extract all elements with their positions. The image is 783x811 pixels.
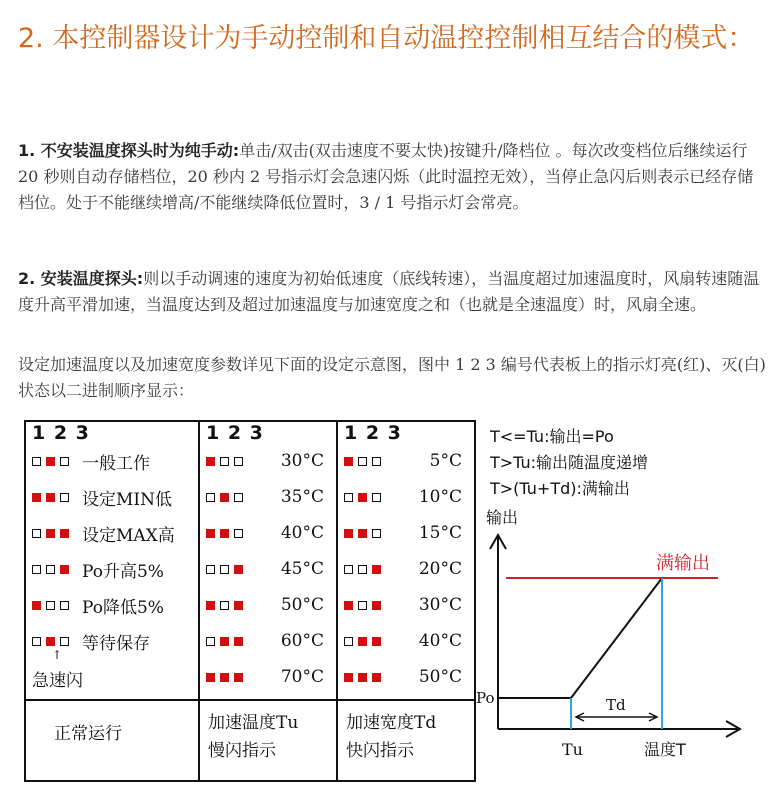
led-on-icon bbox=[344, 529, 353, 538]
table-divider bbox=[26, 699, 474, 701]
legend-line-2: T>Tu:输出随温度递增 bbox=[490, 453, 649, 472]
temp-row bbox=[206, 486, 330, 508]
temp-value: 35°C bbox=[280, 487, 324, 507]
led-indicator-group bbox=[32, 565, 74, 574]
led-indicator-group bbox=[206, 673, 248, 682]
mode-label: Po升高5% bbox=[82, 561, 164, 582]
led-indicator-group bbox=[32, 493, 74, 502]
led-on-icon bbox=[358, 529, 367, 538]
led-on-icon bbox=[60, 565, 69, 574]
led-on-icon bbox=[372, 673, 381, 682]
led-on-icon bbox=[60, 529, 69, 538]
led-on-icon bbox=[358, 673, 367, 682]
tu-label: Tu bbox=[562, 740, 583, 759]
accel-temp-footer bbox=[208, 709, 298, 765]
full-output-label: 满输出 bbox=[656, 553, 710, 574]
temp-value: 50°C bbox=[280, 595, 324, 615]
led-indicator-group bbox=[206, 637, 248, 646]
led-off-icon bbox=[60, 457, 69, 466]
mode-row bbox=[32, 594, 164, 616]
temp-row bbox=[344, 630, 468, 652]
led-off-icon bbox=[46, 565, 55, 574]
temp-value: 30°C bbox=[280, 451, 324, 471]
led-off-icon bbox=[358, 601, 367, 610]
led-on-icon bbox=[344, 601, 353, 610]
probe-mode-lead: 2. 安装温度探头: bbox=[18, 269, 144, 288]
led-on-icon bbox=[220, 673, 229, 682]
mode-label: 设定MIN低 bbox=[82, 489, 172, 510]
led-off-icon bbox=[358, 565, 367, 574]
led-indicator-group bbox=[344, 673, 386, 682]
mode-label: 一般工作 bbox=[82, 453, 150, 474]
led-indicator-group bbox=[206, 529, 248, 538]
led-off-icon bbox=[220, 457, 229, 466]
x-axis-label: 温度T bbox=[644, 740, 686, 759]
flash-label: 急速闪 bbox=[32, 671, 83, 691]
legend-line-1: T<=Tu:输出=Po bbox=[490, 427, 614, 446]
td-label: Td bbox=[606, 696, 626, 714]
led-on-icon bbox=[32, 493, 41, 502]
probe-mode-paragraph bbox=[18, 266, 768, 318]
temp-value: 15°C bbox=[418, 523, 462, 543]
temp-row bbox=[344, 666, 468, 688]
led-off-icon bbox=[60, 637, 69, 646]
y-axis-label: 输出 bbox=[486, 508, 519, 527]
temp-value: 20°C bbox=[418, 559, 462, 579]
led-off-icon bbox=[60, 493, 69, 502]
led-on-icon bbox=[206, 673, 215, 682]
led-off-icon bbox=[344, 493, 353, 502]
led-indicator-group bbox=[206, 565, 248, 574]
po-label: Po bbox=[476, 689, 495, 707]
led-number-header: 1 2 3 bbox=[344, 422, 402, 444]
led-on-icon bbox=[372, 637, 381, 646]
led-off-icon bbox=[32, 637, 41, 646]
fast-flash-label: 快闪指示 bbox=[346, 741, 414, 761]
temp-row bbox=[206, 630, 330, 652]
temp-value: 10°C bbox=[418, 487, 462, 507]
led-indicator-group bbox=[32, 601, 74, 610]
led-on-icon bbox=[46, 637, 55, 646]
led-number-header: 1 2 3 bbox=[206, 422, 264, 444]
led-off-icon bbox=[32, 457, 41, 466]
led-off-icon bbox=[372, 529, 381, 538]
output-curve bbox=[498, 578, 662, 698]
temp-row bbox=[206, 558, 330, 580]
led-indicator-group bbox=[32, 457, 74, 466]
probe-mode-body: 则以手动调速的速度为初始低速度（底线转速），当温度超过加速温度时，风扇转速随温度升高平滑加速，当温度达到及超过加速温度与加速宽度之和（也就是全速温度）时，风扇全速。 bbox=[18, 269, 760, 314]
temp-value: 40°C bbox=[418, 631, 462, 651]
led-on-icon bbox=[206, 601, 215, 610]
led-indicator-group bbox=[206, 457, 248, 466]
led-on-icon bbox=[344, 673, 353, 682]
led-on-icon bbox=[344, 457, 353, 466]
accel-width-footer bbox=[346, 709, 436, 765]
mode-row bbox=[32, 486, 172, 508]
temp-row bbox=[344, 594, 468, 616]
led-off-icon bbox=[206, 493, 215, 502]
temp-value: 40°C bbox=[280, 523, 324, 543]
led-on-icon bbox=[206, 529, 215, 538]
accel-width-footer-title: 加速宽度Td bbox=[346, 713, 437, 733]
legend-line-3: T>(Tu+Td):满输出 bbox=[490, 479, 630, 498]
mode-row bbox=[32, 450, 150, 472]
manual-mode-paragraph bbox=[18, 138, 768, 216]
settings-note: 设定加速温度以及加速宽度参数详见下面的设定示意图，图中 1 2 3 编号代表板上的指示灯亮(红)、灭(白)状态以二进制顺序显示： bbox=[18, 355, 766, 400]
led-off-icon bbox=[60, 601, 69, 610]
temp-value: 5°C bbox=[429, 451, 462, 471]
led-off-icon bbox=[32, 529, 41, 538]
led-on-icon bbox=[234, 673, 243, 682]
led-indicator-group bbox=[206, 493, 248, 502]
led-off-icon bbox=[358, 457, 367, 466]
led-on-icon bbox=[358, 637, 367, 646]
led-on-icon bbox=[46, 493, 55, 502]
mode-row bbox=[32, 630, 150, 652]
mode-column bbox=[26, 422, 198, 699]
temp-value: 30°C bbox=[418, 595, 462, 615]
led-off-icon bbox=[32, 565, 41, 574]
led-indicator-group bbox=[206, 601, 248, 610]
led-on-icon bbox=[234, 565, 243, 574]
accel-temp-column bbox=[200, 422, 336, 699]
normal-run-label: 正常运行 bbox=[54, 724, 122, 744]
temp-value: 50°C bbox=[418, 667, 462, 687]
temp-row bbox=[206, 522, 330, 544]
temp-row bbox=[206, 450, 330, 472]
led-indicator-group bbox=[344, 493, 386, 502]
led-on-icon bbox=[234, 601, 243, 610]
temp-row bbox=[344, 558, 468, 580]
led-indicator-group bbox=[32, 529, 74, 538]
led-off-icon bbox=[234, 529, 243, 538]
led-off-icon bbox=[220, 565, 229, 574]
led-on-icon bbox=[220, 637, 229, 646]
led-indicator-group bbox=[344, 601, 386, 610]
accel-width-column bbox=[338, 422, 474, 699]
manual-mode-lead: 1. 不安装温度探头时为纯手动: bbox=[18, 141, 240, 160]
temp-row bbox=[206, 594, 330, 616]
led-off-icon bbox=[344, 637, 353, 646]
led-on-icon bbox=[32, 601, 41, 610]
led-on-icon bbox=[220, 529, 229, 538]
mode-row bbox=[32, 522, 175, 544]
mode-row bbox=[32, 558, 164, 580]
led-indicator-group bbox=[32, 637, 74, 646]
temp-row bbox=[344, 486, 468, 508]
led-number-header: 1 2 3 bbox=[32, 422, 90, 444]
led-on-icon bbox=[46, 529, 55, 538]
led-on-icon bbox=[206, 457, 215, 466]
led-off-icon bbox=[344, 565, 353, 574]
page-title: 2. 本控制器设计为手动控制和自动温控控制相互结合的模式： bbox=[18, 23, 755, 54]
led-off-icon bbox=[234, 457, 243, 466]
led-indicator-group bbox=[344, 457, 386, 466]
led-on-icon bbox=[46, 457, 55, 466]
output-curve-chart bbox=[478, 505, 768, 775]
manual-mode-body: 单击/双击(双击速度不要太快)按键升/降档位 。每次改变档位后继续运行 20 秒则自动存储档位，20 秒内 2 号指示灯会急速闪烁（此时温控无效），当停止急闪后则表示已经存储档位。处于不能继续增高/不能继续降低位置时，3 / 1 号指示灯会常亮。 bbox=[18, 141, 754, 212]
temp-row bbox=[344, 522, 468, 544]
mode-label: 设定MAX高 bbox=[82, 525, 175, 546]
led-off-icon bbox=[372, 457, 381, 466]
slow-flash-label: 慢闪指示 bbox=[208, 741, 276, 761]
led-on-icon bbox=[234, 637, 243, 646]
led-off-icon bbox=[206, 565, 215, 574]
led-off-icon bbox=[234, 493, 243, 502]
temp-row bbox=[344, 450, 468, 472]
temp-value: 60°C bbox=[280, 631, 324, 651]
led-off-icon bbox=[220, 601, 229, 610]
led-indicator-group bbox=[344, 565, 386, 574]
led-on-icon bbox=[372, 565, 381, 574]
led-on-icon bbox=[358, 493, 367, 502]
temp-value: 70°C bbox=[280, 667, 324, 687]
temp-value: 45°C bbox=[280, 559, 324, 579]
temp-row bbox=[206, 666, 330, 688]
mode-label: 等待保存 bbox=[82, 633, 150, 654]
accel-temp-footer-title: 加速温度Tu bbox=[208, 713, 299, 733]
led-off-icon bbox=[206, 637, 215, 646]
led-off-icon bbox=[372, 493, 381, 502]
led-status-table bbox=[24, 420, 476, 782]
led-off-icon bbox=[46, 601, 55, 610]
led-on-icon bbox=[220, 493, 229, 502]
up-arrow-icon: ↑ bbox=[52, 648, 63, 662]
led-indicator-group bbox=[344, 529, 386, 538]
led-on-icon bbox=[372, 601, 381, 610]
mode-label: Po降低5% bbox=[82, 597, 164, 618]
led-indicator-group bbox=[344, 637, 386, 646]
